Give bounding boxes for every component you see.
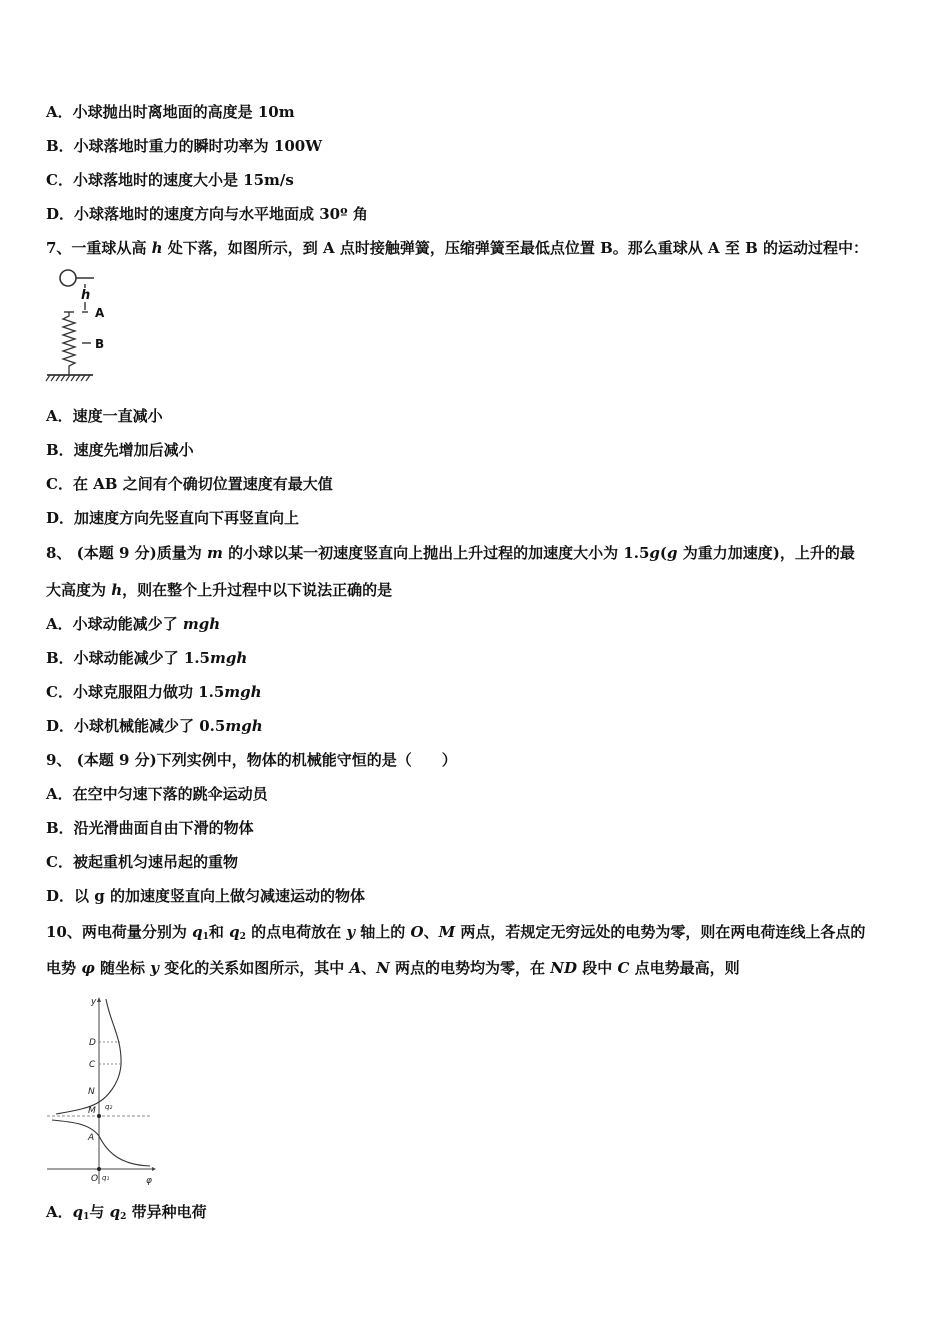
q10-stem-line1: 10、两电荷量分别为 $q_1$和 $q_2$ 的点电荷放在 y 轴上的 O、M 两点，若规定无穷远处的电势为零，则在两电荷连线上各点的	[46, 923, 866, 942]
q7-stem: 7、一重球从高 h 处下落，如图所示，到 A 点时接触弹簧，压缩弹簧至最低点位置 B。那么重球从 A 至 B 的运动过程中：	[46, 239, 868, 257]
q9-stem: 9、 (本题 9 分)下列实例中，物体的机械能守恒的是（ ）	[46, 751, 457, 769]
point-a-label: A	[88, 1133, 95, 1143]
q6-option-a: A．小球抛出时离地面的高度是 10m	[46, 103, 295, 121]
q7-option-d: D．加速度方向先竖直向下再竖直向上	[46, 509, 300, 527]
spring-figure	[44, 266, 114, 386]
q9-option-b: B．沿光滑曲面自由下滑的物体	[46, 819, 254, 837]
origin-label: O	[91, 1174, 99, 1184]
q8-option-a: A．小球动能减少了 mgh	[46, 615, 221, 633]
q9-option-a: A．在空中匀速下落的跳伞运动员	[46, 785, 268, 803]
point-m-label: M	[88, 1106, 96, 1116]
q10-stem-line2: 电势 φ 随坐标 y 变化的关系如图所示，其中 A、N 两点的电势均为零，在 ND 段中 C 点电势最高，则	[46, 959, 740, 977]
q2-label: q₂	[105, 1103, 113, 1111]
q7-option-a: A．速度一直减小	[46, 407, 163, 425]
potential-curve-lower	[52, 1120, 150, 1166]
q6-option-d: D．小球落地时的速度方向与水平地面成 30º 角	[46, 205, 368, 223]
q7-option-b: B．速度先增加后减小	[46, 441, 194, 459]
q1-charge	[97, 1167, 101, 1171]
point-a-label: A	[95, 306, 105, 320]
q2-charge	[97, 1114, 101, 1118]
q8-option-d: D．小球机械能减少了 0.5mgh	[46, 717, 263, 735]
heavy-ball	[60, 270, 76, 286]
point-b-label: B	[95, 337, 105, 351]
point-c-label: C	[89, 1060, 96, 1070]
q10-option-a: A．$q_1$与 $q_2$ 带异种电荷	[46, 1203, 207, 1222]
spring	[63, 312, 75, 375]
q8-option-c: C．小球克服阻力做功 1.5mgh	[46, 683, 262, 701]
y-axis-label: y	[91, 997, 97, 1007]
q7-option-c: C．在 AB 之间有个确切位置速度有最大值	[46, 475, 333, 493]
q8-stem-line1: 8、 (本题 9 分)质量为 m 的小球以某一初速度竖直向上抛出上升过程的加速度大小为 1.5g(g 为重力加速度)，上升的最	[46, 544, 855, 562]
q1-label: q₁	[102, 1174, 110, 1182]
height-label: h	[81, 288, 91, 303]
point-n-label: N	[88, 1087, 95, 1097]
phi-axis-label: φ	[146, 1176, 152, 1186]
potential-graph	[44, 994, 160, 1190]
q8-option-b: B．小球动能减少了 1.5mgh	[46, 649, 248, 667]
q8-stem-line2: 大高度为 h，则在整个上升过程中以下说法正确的是	[46, 581, 393, 599]
q9-option-d: D．以 g 的加速度竖直向上做匀减速运动的物体	[46, 887, 365, 905]
point-d-label: D	[89, 1038, 96, 1048]
q6-option-c: C．小球落地时的速度大小是 15m/s	[46, 171, 294, 189]
q9-option-c: C．被起重机匀速吊起的重物	[46, 853, 238, 871]
q6-option-b: B．小球落地时重力的瞬时功率为 100W	[46, 137, 323, 155]
